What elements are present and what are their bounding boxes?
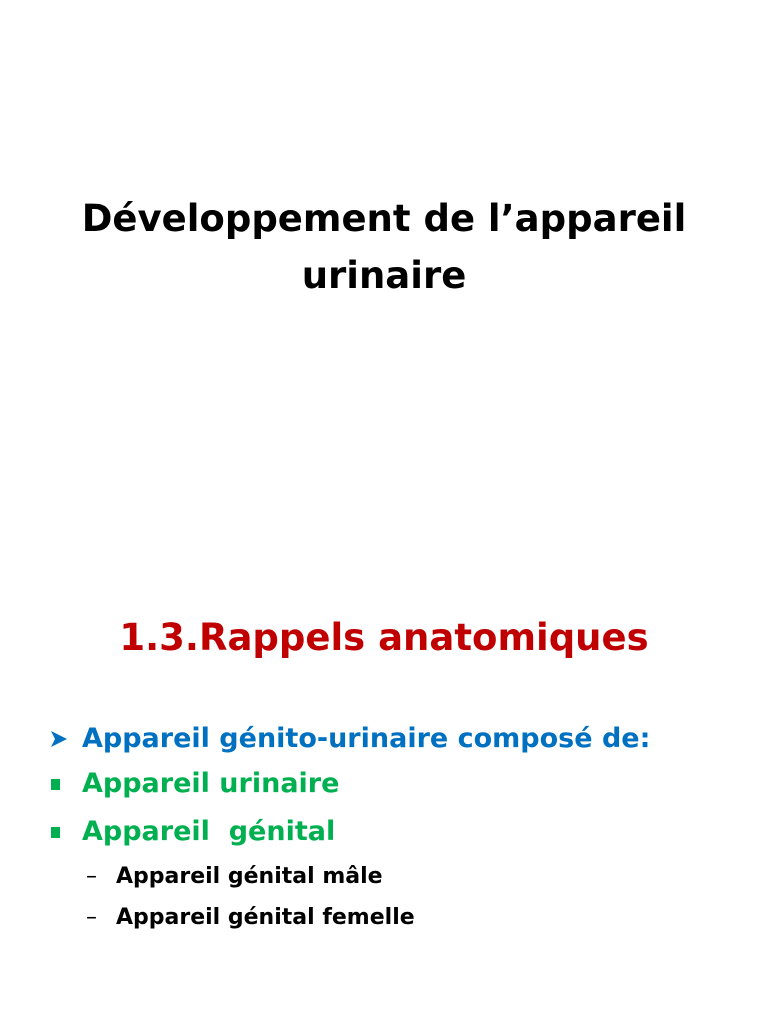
sub-bullet-male: [86, 860, 383, 894]
section-heading: 1.3.Rappels anatomiques: [119, 616, 649, 659]
bullet-urinary-text: Appareil urinaire: [82, 768, 340, 799]
square-bullet-icon: [48, 827, 82, 838]
dash-bullet-icon: –: [86, 864, 97, 889]
bullet-genital-text: Appareil génital: [82, 816, 336, 847]
bullet-intro: [48, 719, 650, 759]
sub-bullet-male-text: Appareil génital mâle: [116, 864, 383, 889]
slide-title: Développement de l’appareil urinaire: [81, 197, 687, 297]
dash-bullet-icon: –: [86, 905, 97, 930]
bullet-intro-text: Appareil génito-urinaire composé de:: [82, 723, 651, 754]
arrow-icon: [48, 728, 82, 750]
bullet-genital: [48, 812, 335, 852]
sub-bullet-female-text: Appareil génital femelle: [116, 905, 415, 930]
square-bullet-icon: [48, 779, 82, 790]
sub-bullet-female: [86, 901, 415, 935]
bullet-urinary: [48, 764, 339, 804]
